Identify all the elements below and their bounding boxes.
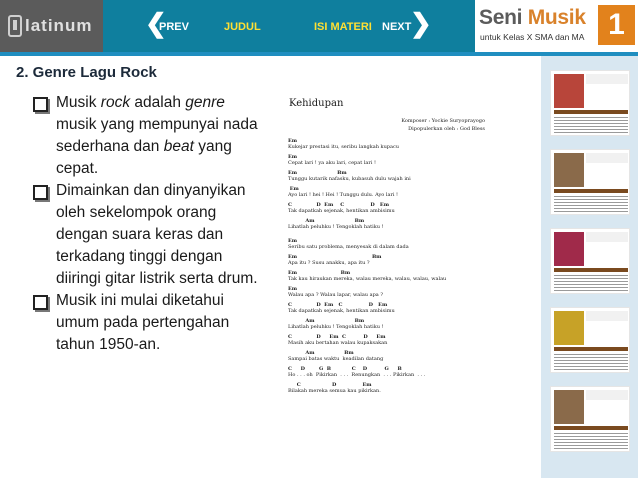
bullet-1-em-rock: rock — [100, 94, 131, 111]
course-title-word-1: Seni — [479, 6, 523, 29]
thumbnail-heading — [586, 390, 628, 400]
bullet-item-3: Musik ini mulai diketahui umum pada pertengahan tahun 1950-an. — [32, 290, 264, 356]
chord-line: Am Bm — [288, 350, 354, 356]
course-title-word-2: Musik — [527, 6, 586, 29]
course-subtitle: untuk Kelas X SMA dan MA — [480, 32, 585, 42]
lyric-line: Lihatlah peluhku ! Tengoklah hatiku ! — [288, 224, 384, 230]
grade-badge: 1 — [598, 5, 635, 45]
thumbnail-photo — [554, 232, 584, 266]
slide-navigation — [103, 0, 475, 52]
lyric-line: Tak kau hiraukan mereka, walau mereka, walau, walau, walau — [288, 276, 447, 282]
lyric-line: Sampai batas waktu keadilan datang — [288, 356, 384, 362]
bullet-1-text-c: musik yang mempunyai nada sederhana dan — [56, 116, 258, 155]
thumbnail-text — [554, 117, 628, 133]
thumbnail-text — [554, 433, 628, 449]
chord-line: C D Em C D Em — [288, 334, 386, 340]
chord-line: Am Bm — [288, 218, 365, 224]
thumbnail-text — [554, 275, 628, 291]
chord-line: Em Bm — [288, 254, 382, 260]
bullet-item-1 — [32, 92, 264, 180]
chord-line: Em — [288, 286, 298, 292]
bullet-1-text-b: adalah — [130, 94, 186, 111]
platinum-logo-text: latinum — [25, 16, 93, 35]
lyric-line: Tak dapatkah sejenak, hentikan ambisimu — [288, 308, 395, 314]
song-title: Kehidupan — [289, 98, 344, 109]
thumbnail-caption-bar — [554, 426, 628, 430]
thumbnail-photo — [554, 390, 584, 424]
lyric-line: Ayo lari ! hei ! Hei ! Tunggu dulu. Ayo lari ! — [288, 192, 399, 198]
platinum-logo-mark — [8, 15, 22, 37]
chord-line: C D G B C D G B — [288, 366, 402, 372]
bullet-item-2: Dimainkan dan dinyanyikan oleh sekelompok orang dengan suara keras dan terkadang tinggi dengan diiringi gitar listrik serta drum. — [32, 180, 264, 290]
thumbnail-heading — [586, 311, 628, 321]
thumbnail-caption-bar — [554, 110, 628, 114]
lyric-line: Tunggu kutarik nafasku, kubasuh dulu wajah ini — [288, 176, 411, 182]
thumbnail-photo — [554, 311, 584, 345]
next-button[interactable]: NEXT — [382, 21, 412, 33]
thumbnail-caption-bar — [554, 268, 628, 272]
composer-credit: Komposer : Yockie Suryoprayogo — [401, 118, 485, 124]
thumbnail-text — [554, 354, 628, 370]
slide-thumbnail[interactable] — [550, 386, 630, 452]
chord-line: Em — [288, 238, 298, 244]
isi-materi-link[interactable]: ISI MATERI — [314, 21, 372, 33]
chord-line: C D Em — [288, 382, 372, 388]
chevron-right-icon[interactable]: ❯ — [410, 8, 432, 38]
thumbnail-photo — [554, 153, 584, 187]
prev-button[interactable]: PREV — [159, 21, 189, 33]
lyric-line: Walau apa ? Walau lapar, walau apa ? — [288, 292, 384, 298]
thumbnail-heading — [586, 153, 628, 163]
thumbnail-heading — [586, 74, 628, 84]
chord-line: Em Bm — [288, 270, 351, 276]
slide-thumbnail[interactable] — [550, 307, 630, 373]
thumbnail-heading — [586, 232, 628, 242]
chevron-left-icon[interactable]: ❮ — [145, 8, 167, 38]
thumbnail-text — [554, 196, 628, 212]
chord-line: Em — [288, 138, 298, 144]
lyric-line: Ho . . . oh Pikirkan . . . Renungkan . . . Pikirkan . . . — [288, 372, 426, 378]
thumbnail-photo — [554, 74, 584, 108]
judul-link[interactable]: JUDUL — [224, 21, 261, 33]
lyric-line: Apa itu ? Susu anakku, apa itu ? — [288, 260, 370, 266]
top-bar — [0, 0, 638, 52]
platinum-logo — [0, 0, 103, 52]
lyric-lines — [288, 138, 488, 394]
lyric-sheet — [281, 92, 487, 472]
bullet-1-text-a: Musik — [56, 94, 101, 111]
section-heading: 2. Genre Lagu Rock — [16, 64, 157, 81]
bullet-1-em-genre: genre — [185, 94, 225, 111]
bullet-list — [32, 92, 264, 356]
popularized-credit: Dipopulerkan oleh : God Bless — [408, 126, 485, 132]
chord-line: C D Em C D Em — [288, 202, 389, 208]
thumbnail-caption-bar — [554, 347, 628, 351]
bullet-1-text-d: yang cepat. — [56, 138, 232, 177]
slide-thumbnail[interactable] — [550, 70, 630, 136]
thumbnail-caption-bar — [554, 189, 628, 193]
chord-line: C D Em C D Em — [288, 302, 388, 308]
chord-line: Am Bm — [288, 318, 365, 324]
lyric-line: Masih aku bertahan walau kupaksakan — [288, 340, 388, 346]
chord-line: Em — [288, 186, 299, 192]
lyric-line: Lihatlah peluhku ! Tengoklah hatiku ! — [288, 324, 384, 330]
course-title — [479, 6, 586, 30]
lyric-line: Seribu satu problema, menyesak di dalam dada — [288, 244, 409, 250]
chord-line: Em Bm — [288, 170, 347, 176]
lyric-line: Bilakah mereka semua kau pikirkan. — [288, 388, 381, 394]
lyric-line: Kukejar prestasi itu, seribu langkah kupacu — [288, 144, 400, 150]
lyric-line: Tak dapatkah sejenak, hentikan ambisimu — [288, 208, 395, 214]
slide-thumbnail[interactable] — [550, 149, 630, 215]
chord-line: Em — [288, 154, 298, 160]
lyric-line: Cepat lari ! ya aku lari, cepat lari ! — [288, 160, 376, 166]
course-title-block — [475, 0, 638, 52]
thumbnail-strip — [541, 56, 638, 478]
slide-thumbnail[interactable] — [550, 228, 630, 294]
bullet-1-em-beat: beat — [163, 138, 194, 155]
